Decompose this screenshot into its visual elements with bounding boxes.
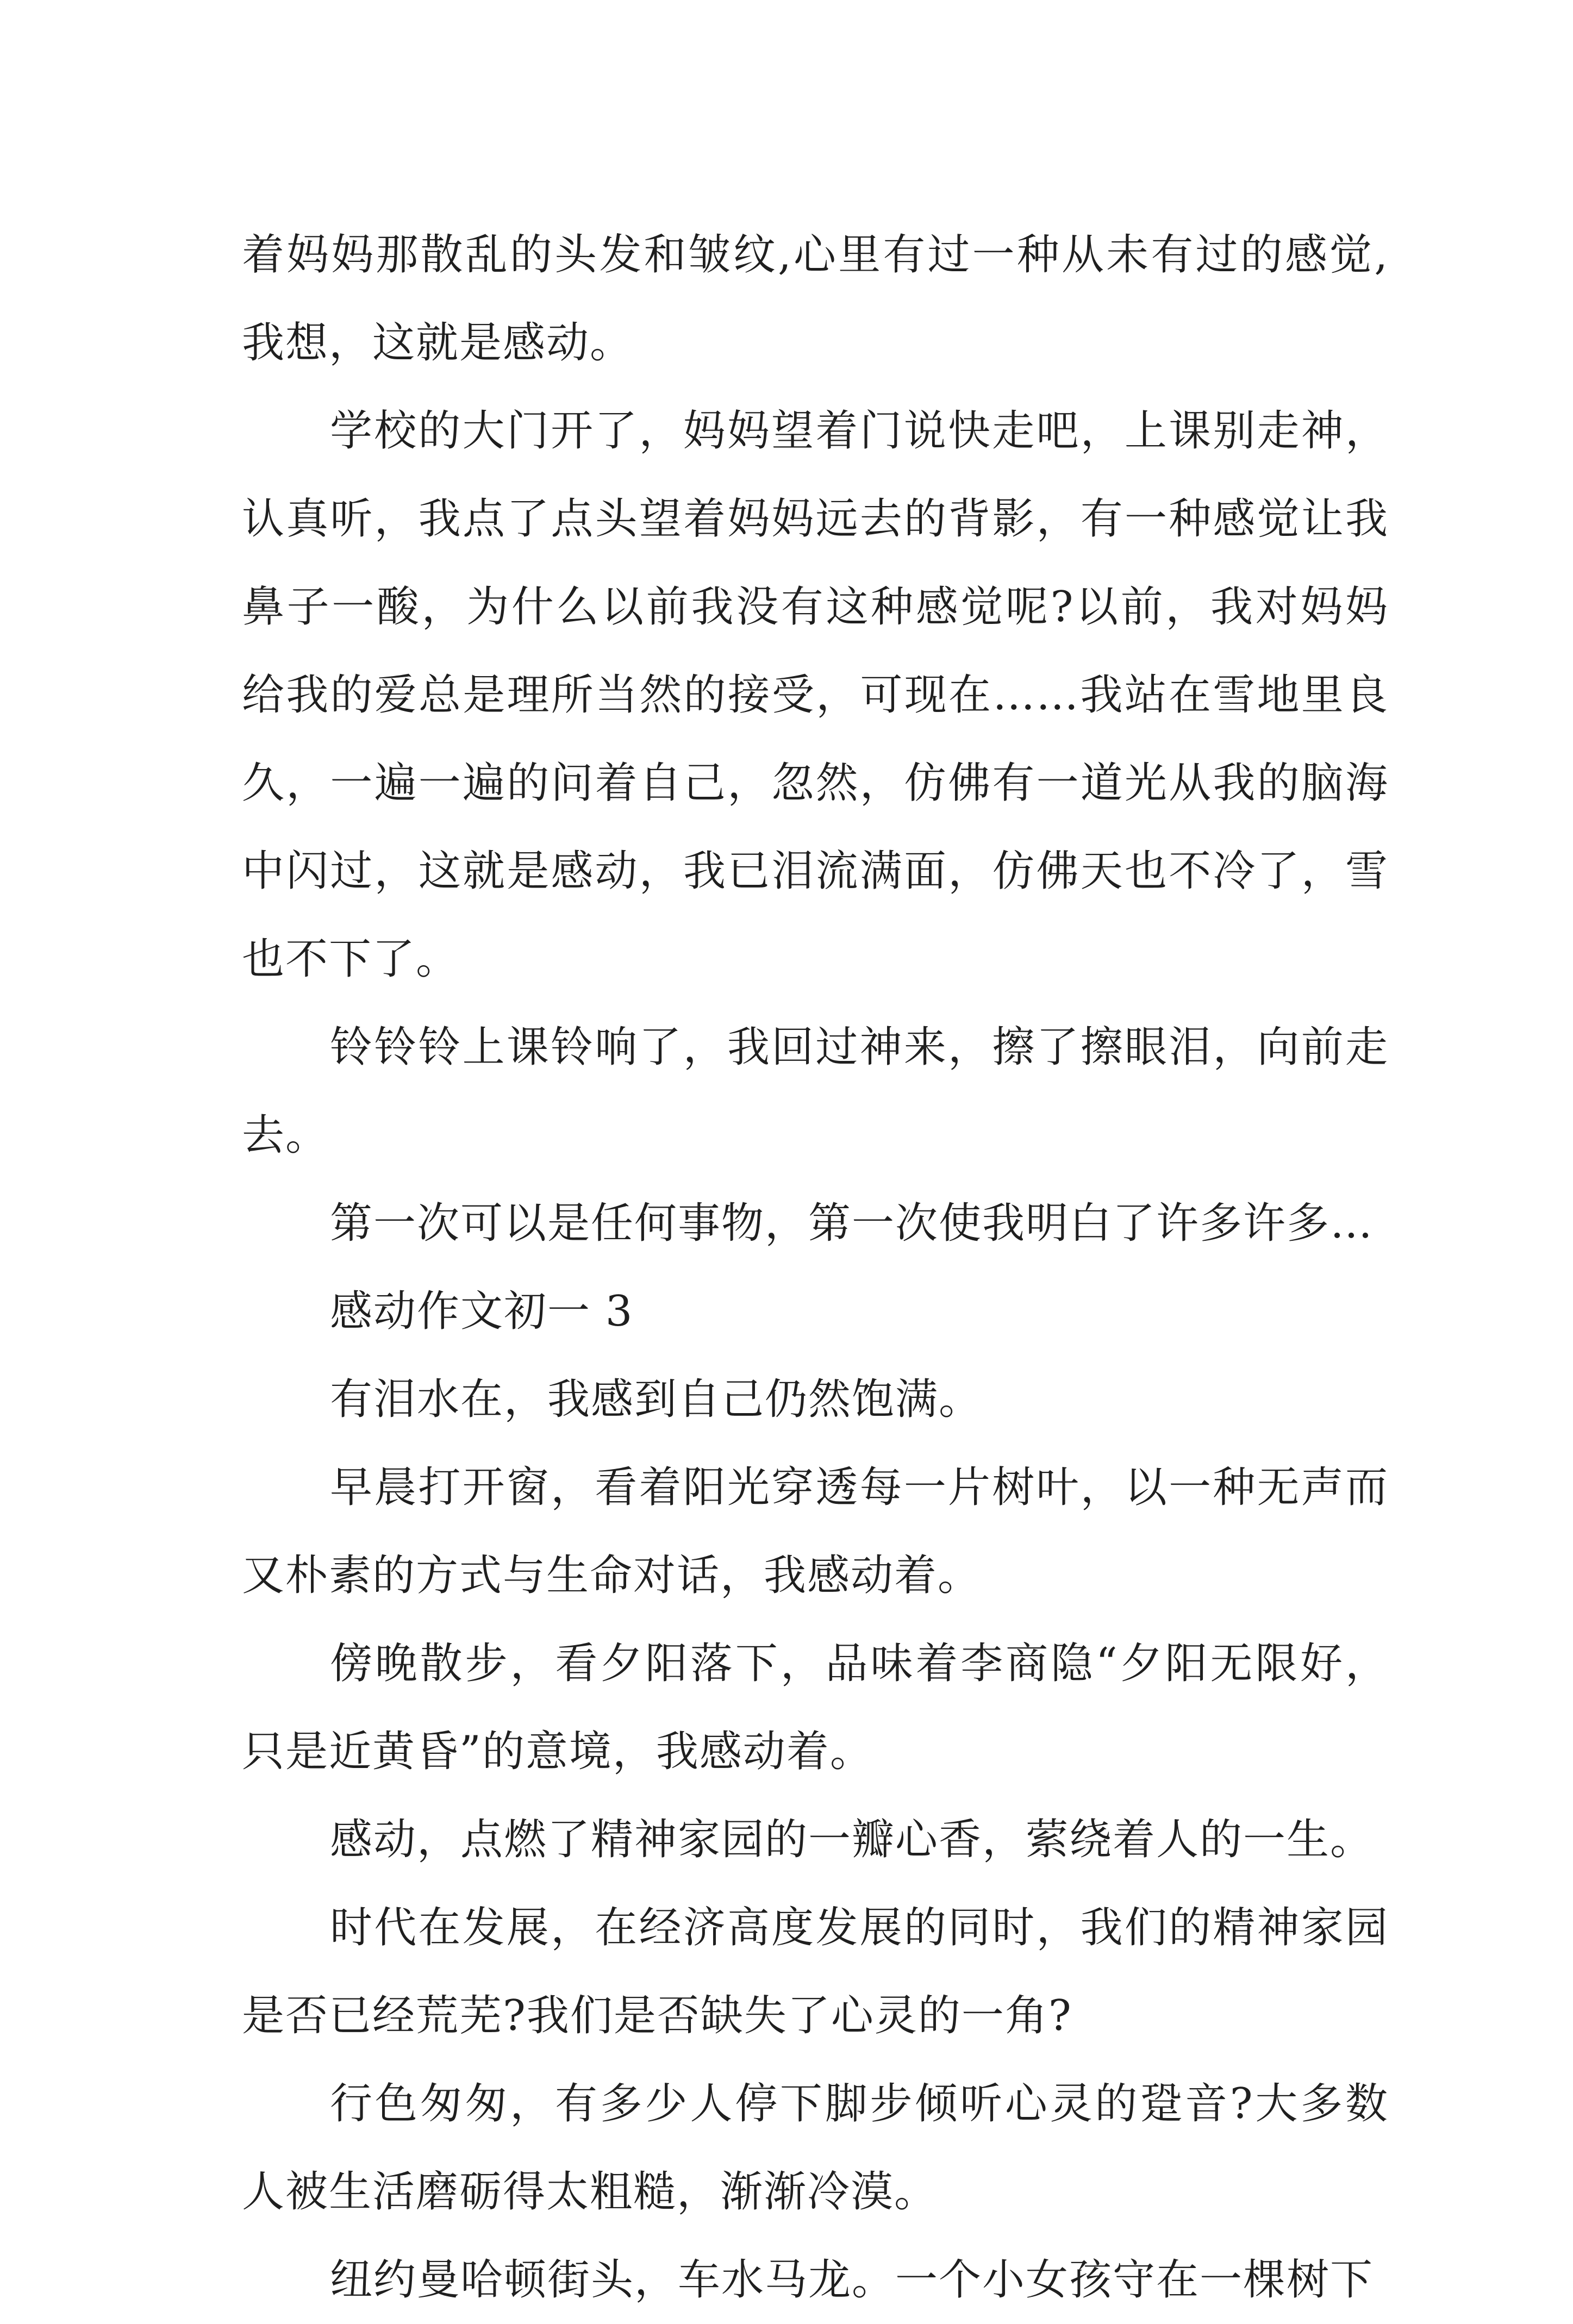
paragraph: 早晨打开窗，看着阳光穿透每一片树叶，以一种无声而又朴素的方式与生命对话，我感动着。 [242, 1463, 1389, 1600]
paragraph: 有泪水在，我感到自己仍然饱满。 [330, 1375, 983, 1424]
paragraph: 行色匆匆，有多少人停下脚步倾听心灵的跫音?大多数人被生活磨砺得太粗糙，渐渐冷漠。 [242, 2079, 1389, 2216]
section-heading: 感动作文初一 3 [330, 1287, 634, 1336]
paragraph: 感动，点燃了精神家园的一瓣心香，萦绕着人的一生。 [330, 1815, 1374, 1864]
paragraph: 时代在发展，在经济高度发展的同时，我们的精神家园是否已经荒芜?我们是否缺失了心灵的一角? [242, 1903, 1389, 2040]
paragraph: 着妈妈那散乱的头发和皱纹,心里有过一种从未有过的感觉,我想，这就是感动。 [242, 230, 1389, 367]
paragraph: 学校的大门开了，妈妈望着门说快走吧，上课别走神，认真听，我点了点头望着妈妈远去的背影，有一种感觉让我鼻子一酸，为什么以前我没有这种感觉呢?以前，我对妈妈给我的爱总是理所当然的接受，可现在……我站在雪地里良久，一遍一遍的问着自己，忽然，仿佛有一道光从我的脑海中闪过，这就是感动，我已泪流满面，仿佛天也不冷了，雪也不下了。 [242, 407, 1389, 984]
paragraph: 纽约曼哈顿街头，车水马龙。一个小女孩守在一棵树下 [330, 2256, 1374, 2304]
paragraph: 铃铃铃上课铃响了，我回过神来，擦了擦眼泪，向前走去。 [242, 1023, 1389, 1160]
paragraph: 傍晚散步，看夕阳落下，品味着李商隐“夕阳无限好，只是近黄昏”的意境，我感动着。 [242, 1639, 1389, 1776]
document-body [242, 211, 1389, 2324]
paragraph: 第一次可以是任何事物，第一次使我明白了许多许多… [330, 1199, 1374, 1248]
